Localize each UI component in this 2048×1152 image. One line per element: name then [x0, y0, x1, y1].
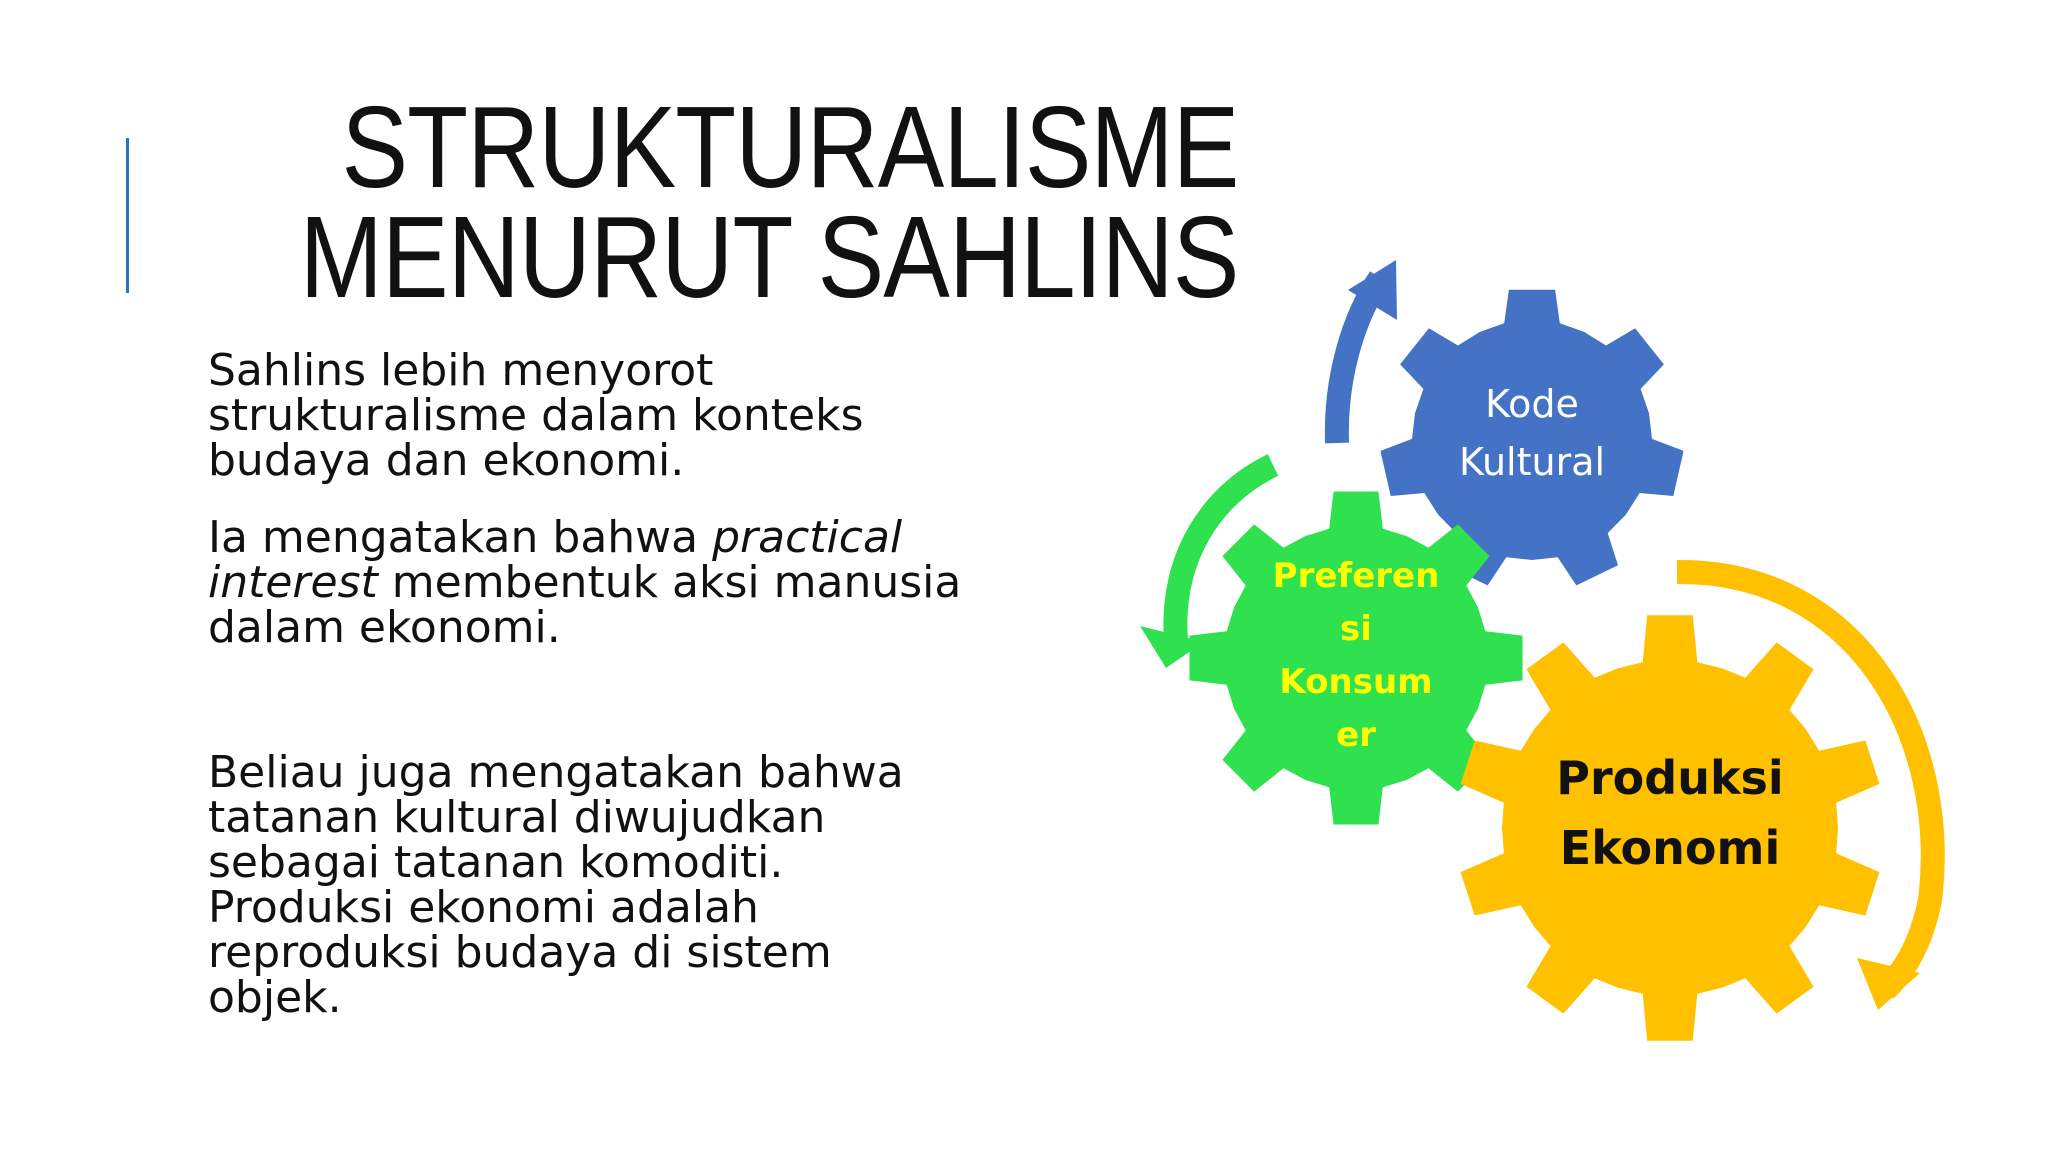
gear-pref-label-2: si [1340, 609, 1372, 649]
paragraph-3: Beliau juga mengatakan bahwa tatanan kultural diwujudkan sebagai tatanan komoditi. Produksi ekonomi adalah reproduksi budaya di sistem objek. [208, 747, 904, 1023]
gear-prod-label-1: Produksi [1556, 751, 1784, 805]
gear-kode-label-1: Kode [1485, 382, 1579, 426]
gear-pref-label-3: Konsum [1279, 662, 1433, 702]
gear-pref-label-1: Preferen [1272, 556, 1440, 596]
paragraph-2-prefix: Ia mengatakan bahwa [208, 512, 713, 563]
accent-bar [126, 138, 129, 293]
paragraph-2-suffix: membentuk aksi manusia dalam ekonomi. [208, 557, 962, 653]
title-line-1: STRUKTURALISME [340, 82, 1238, 212]
paragraph-2 [208, 512, 968, 653]
body-text [208, 345, 968, 1023]
gears-diagram [1100, 260, 2000, 1060]
gear-prod-label-2: Ekonomi [1559, 821, 1781, 875]
slide-title [299, 82, 1238, 322]
paragraph-1: Sahlins lebih menyorot strukturalisme dalam konteks budaya dan ekonomi. [208, 345, 864, 486]
title-line-2: MENURUT SAHLINS [299, 192, 1238, 322]
gear-pref-label-4: er [1336, 715, 1376, 755]
gear-kode-kultural [1380, 290, 1683, 586]
paragraph-2-italic: practical interest [208, 512, 903, 608]
gear-kode-label-2: Kultural [1458, 440, 1606, 484]
